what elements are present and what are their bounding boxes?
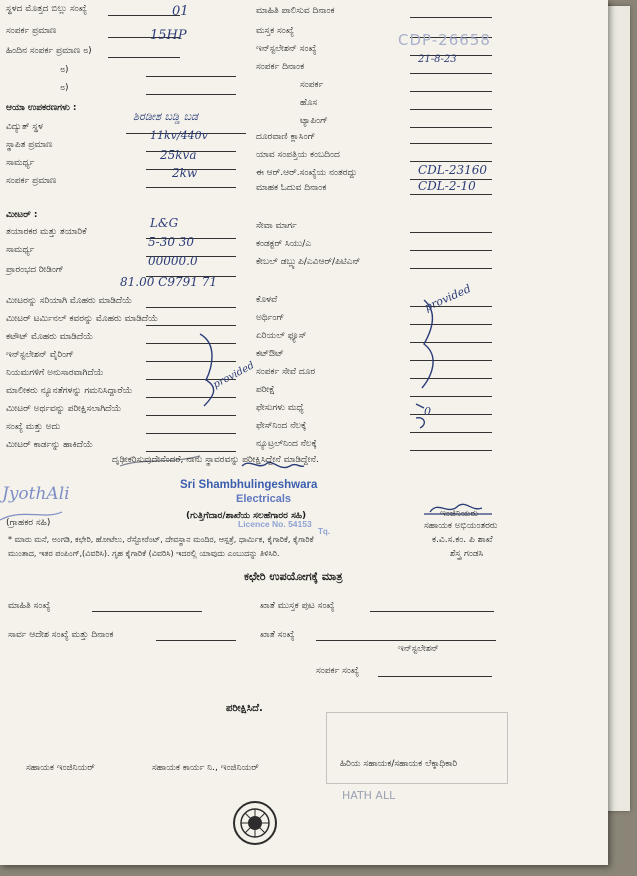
left-field-label: ಕಟೌಟ್ ಮೊಹರು ಮಾಡಿದೆಯೆ bbox=[6, 332, 94, 342]
right-field-label: ಪರೀಕ್ಷೆ bbox=[256, 385, 275, 395]
office-left-1: ಮಾಹಿತಿ ಸಂಖ್ಯೆ bbox=[8, 601, 51, 611]
left-field-label: ಸಾಮರ್ಥ್ಯ bbox=[6, 245, 35, 255]
office-left-1-line bbox=[92, 611, 202, 612]
engineer-title: ಇಂಜಿನಿಯರು bbox=[440, 509, 479, 519]
left-field-label: ಮೀಟರ್ : bbox=[6, 210, 38, 220]
right-field-label: ಏರಿಯಲ್ ಫ್ಯೂಸ್ bbox=[256, 331, 307, 341]
left-field-label: ಸಂಪರ್ಕ ಪ್ರಮಾಣ bbox=[6, 26, 57, 36]
hw-meter-make: L&G bbox=[150, 216, 179, 230]
ghost-text: HATH ALL bbox=[342, 789, 396, 802]
office-right-2: ಖಾತೆ ಸಂಖ್ಯೆ bbox=[260, 630, 295, 640]
left-field-label: ಸಂಪರ್ಕ ಪ್ರಮಾಣ bbox=[6, 176, 57, 186]
stamp-line-2: Electricals bbox=[236, 493, 292, 505]
left-field-label: ಪ್ರಾರಂಭದ ರೀಡಿಂಗ್ bbox=[6, 265, 64, 275]
left-field-label: ಮೀಟರ್ ಅರ್ಥವನ್ನು ಪರೀಕ್ಷಿಸಲಾಗಿದೆಯೆ bbox=[6, 404, 122, 414]
hw-rating: 11kv/440v bbox=[150, 129, 208, 142]
stamp-partial: Tq. bbox=[318, 527, 330, 536]
office-right-4: ಸಂಪರ್ಕ ಸಂಖ್ಯೆ bbox=[316, 666, 360, 676]
left-field-label: ನಿಯಮಗಳಿಗೆ ಅನುಸಾರವಾಗಿದೆಯೆ bbox=[6, 368, 104, 378]
hw-meter-serial: 81.00 C9791 71 bbox=[120, 275, 217, 289]
left-field-label: ವಿದ್ಯುತ್ ಸ್ಥಳ bbox=[6, 122, 43, 132]
hw-meter-cap: 5-30 30 bbox=[148, 235, 195, 249]
left-field-label: ಮೀಟರನ್ನು ಸರಿಯಾಗಿ ಮೊಹರು ಮಾಡಿದೆಯೆ bbox=[6, 296, 133, 306]
hw-load: 15HP bbox=[150, 28, 187, 43]
hw-mark-date: 21-8-23 bbox=[418, 54, 457, 65]
office-right-4-line bbox=[378, 676, 492, 677]
right-field-label: ಕೇಬಲ್ ಡಬ್ಲ್ಯುಪಿ/ಎವಿಆರ್/ಪಿಟಿಎನ್ bbox=[256, 257, 361, 267]
hw-read-date: CDL-2-10 bbox=[418, 179, 476, 193]
right-field-label: ಸಂಪರ್ಕ ಸೇವೆ ದೂರ bbox=[256, 367, 316, 377]
left-brace-stroke bbox=[200, 334, 214, 406]
right-field-label: ಸೇವಾ ಮಾರ್ಗ bbox=[256, 221, 297, 231]
left-field-label: ಸಂಖ್ಯೆ ಮತ್ತು ಅದು bbox=[6, 422, 61, 432]
office-right-1-line bbox=[370, 611, 494, 612]
right-field-label: ಅರ್ಥಿಂಗ್ bbox=[256, 313, 285, 323]
hw-prev-rr: CDL-23160 bbox=[418, 163, 487, 177]
left-field-label: ಆಯಾ ಉಪಕರಣಗಳು : bbox=[6, 103, 77, 113]
left-field-label: ಸ್ಥಳದ ಮೊತ್ತದ ಬಿಲ್ಲು ಸಂಖ್ಯೆ bbox=[6, 4, 87, 14]
division-line: ಶೆಸ್ತ್ರ ಗಂಡಸಿ bbox=[450, 549, 484, 559]
contractor-caption: (ಗುತ್ತಿಗೆದಾರ/ಶಾಖೆಯ ಸಲಹೆಗಾರರ ಸಹಿ) bbox=[186, 511, 307, 521]
certify-text: ದೃಢೀಕರಿಸುವುದೇನೆಂದರೆ, ನಾನು ಸ್ಥಾವರವನ್ನು ಪರೀಕ್ಷಿಸಿದ್ದೇನೆ ಮಾಡಿದ್ದೇನೆ. bbox=[112, 455, 319, 465]
office-heading: ಕಛೇರಿ ಉಪಯೋಗಕ್ಕೆ ಮಾತ್ರ bbox=[244, 570, 343, 583]
right-field-label: ನ್ಯೂಟ್ರಲ್‌ನಿಂದ ನೆಲಕ್ಕೆ bbox=[256, 439, 317, 449]
right-field-label: ಈ ಆರ್.ಆರ್.ಸಂಖ್ಯೆಯ ನಂತರದ್ದು bbox=[256, 168, 358, 178]
left-field-label: ಹಿಂದಿನ ಸಂಪರ್ಕ ಪ್ರಮಾಣ ೮) bbox=[6, 46, 92, 56]
left-field-label: ಇನ್‌ಸ್ಟಲೇಶನ್ ವೈರಿಂಗ್ bbox=[6, 350, 74, 360]
ghost-box bbox=[326, 712, 508, 784]
tick-strokes bbox=[416, 404, 424, 428]
footer-role-2: ಸಹಾಯಕ ಕಾರ್ಯ ನಿ., ಇಂಜಿನಿಯರ್ bbox=[152, 763, 259, 773]
right-field-label: ಮಾಹಕ ಓದುವ ದಿನಾಂಕ bbox=[256, 183, 327, 193]
left-field-label: ೮) bbox=[60, 83, 69, 93]
left-field-label: ಸ್ಥಾಪಿತ ಪ್ರಮಾಣ bbox=[6, 140, 53, 150]
right-field-label: ಮಾಹಿತಿ ಪಾಲಿಸುವ ದಿನಾಂಕ bbox=[256, 6, 335, 16]
footer-role-1: ಸಹಾಯಕ ಇಂಜಿನಿಯರ್ bbox=[26, 763, 95, 773]
right-brace-stroke bbox=[422, 300, 433, 388]
dept-line: ಕ.ವಿ.ಸ.ಕಂ. ಪಿ ಶಾಖೆ bbox=[432, 535, 493, 545]
note-line-1: * ಮಾರು ಮನೆ, ಅಂಗಡಿ, ಕಛೇರಿ, ಹೋಟೆಲು, ರೆಸ್ಟೋರೆಂಟ್, ದೇವಸ್ಥಾನ ಮಂದಿರ, ಆಸ್ಪತ್ರೆ, ಧಾರ್ಮಿಕ, ಕೈಗಾರಿಕೆ, ಕೈಗಾರಿಕೆ bbox=[8, 535, 314, 544]
right-field-label: ಇನ್‌ಸ್ಟಲೇಶನ್ ಸಂಖ್ಯೆ bbox=[256, 44, 317, 54]
hw-init-reading: 00000.0 bbox=[148, 254, 198, 268]
office-right-1: ಖಾತೆ ಮುಸ್ತಕ ಪುಟ ಸಂಖ್ಯೆ bbox=[260, 601, 335, 611]
right-field-label: ಸಂಪರ್ಕ ದಿನಾಂಕ bbox=[256, 62, 305, 72]
round-seal bbox=[232, 800, 278, 846]
office-left-2-line bbox=[156, 640, 236, 641]
right-field-label: ಫೇಸುಗಳು ಮಧ್ಯೆ bbox=[256, 403, 304, 413]
office-right-2-line bbox=[316, 640, 496, 641]
hw-customer-name: JyothAli bbox=[2, 484, 70, 504]
stamp-name: Sri Shambhulingeshwara bbox=[180, 479, 318, 491]
left-field-label: ೮) bbox=[60, 65, 69, 75]
right-field-label: ಟ್ಯಾಪಿಂಗ್ bbox=[300, 116, 328, 126]
customer-sig-caption: (ಗ್ರಾಹಕರ ಸಹಿ) bbox=[6, 518, 51, 528]
stamp-line-3: Licence No. 54153 bbox=[238, 519, 312, 529]
hw-mark-ref: CDP-26658 bbox=[398, 31, 491, 49]
right-field-label: ಹೊಸ bbox=[300, 98, 318, 108]
right-field-label: ಸಂಪರ್ಕ bbox=[300, 80, 324, 90]
right-field-label: ಕಂಡಕ್ಟರ್ ಸಿಯು/ಎ bbox=[256, 239, 312, 249]
footer-role-3: ಹಿರಿಯ ಸಹಾಯಕ/ಸಹಾಯಕ ಲೆಕ್ಕಾಧಿಕಾರಿ bbox=[340, 759, 458, 769]
right-field-label: ದೂರವಾಣಿ ಕ್ಲಾಸಿಂಗ್ bbox=[256, 132, 316, 142]
left-field-label: ಮೀಟರ್ ಟರ್ಮಿನಲ್ ಕವರನ್ನು ಮೊಹರು ಮಾಡಿದೆಯೆ bbox=[6, 314, 159, 324]
right-field-label: ಫೇಸ್‌ನಿಂದ ನೆಲಕ್ಕೆ bbox=[256, 421, 307, 431]
hw-bill-no: 01 bbox=[172, 4, 189, 19]
hw-zero: 0 bbox=[424, 405, 431, 418]
asst-engineer: ಸಹಾಯಕ ಅಭಿಯಂತರರು bbox=[424, 521, 498, 531]
hw-capacity: 25kva bbox=[160, 148, 197, 162]
left-field-label: ಸಾಮರ್ಥ್ಯ bbox=[6, 158, 35, 168]
hw-conn: 2kw bbox=[172, 166, 198, 180]
office-left-2: ಸಾರ್ವ ಆದೇಶ ಸಂಖ್ಯೆ ಮತ್ತು ದಿನಾಂಕ bbox=[8, 630, 114, 640]
right-field-label: ಮಸ್ತಕ ಸಂಖ್ಯೆ bbox=[256, 26, 294, 36]
office-right-3: ಇನ್‌ಸ್ಟಲೇಶನ್ bbox=[398, 644, 439, 654]
verified-label: ಪರೀಕ್ಷಿಸಿದೆ. bbox=[226, 703, 263, 714]
hw-provided-left: provided bbox=[211, 360, 257, 391]
left-field-label: ಮೀಟರ್ ಕಾರ್ಡನ್ನು ಹಾಕಿದೆಯೆ bbox=[6, 440, 93, 450]
note-line-2: ಮುಂತಾದ, ಇತರ ಪಂಪಿಂಗ್,(ವಿವರಿಸಿ). ಗೃಹ ಕೈಗಾರಿಕೆ (ವಿವರಿಸಿ) ಇದರಲ್ಲಿ ಯಾವುದು ಎಂಬುದನ್ನು ತಿಳಿಸಿರಿ. bbox=[8, 549, 280, 558]
right-field-label: ಯಾವ ಸಂಪತ್ತಿಯ ಕಂಬದಿಂದ bbox=[256, 150, 340, 160]
hw-place: ಶಿರಡೀಶ ಬಡ್ಡಿ ಬಡ bbox=[133, 110, 199, 123]
right-field-label: ಕೊಳವೆ bbox=[256, 295, 278, 305]
hw-provided-right: provided bbox=[422, 282, 473, 314]
left-field-label: ತಯಾರಕರ ಮತ್ತು ತಯಾರಿಕೆ bbox=[6, 227, 87, 237]
right-field-label: ಕಟ್‌ಔಟ್ bbox=[256, 349, 284, 359]
left-field-label: ಮಾಲೀಕರು ನ್ಯೂನತೆಗಳನ್ನು ಗಮನಿಸಿದ್ದಾರೆಯೆ bbox=[6, 386, 133, 396]
